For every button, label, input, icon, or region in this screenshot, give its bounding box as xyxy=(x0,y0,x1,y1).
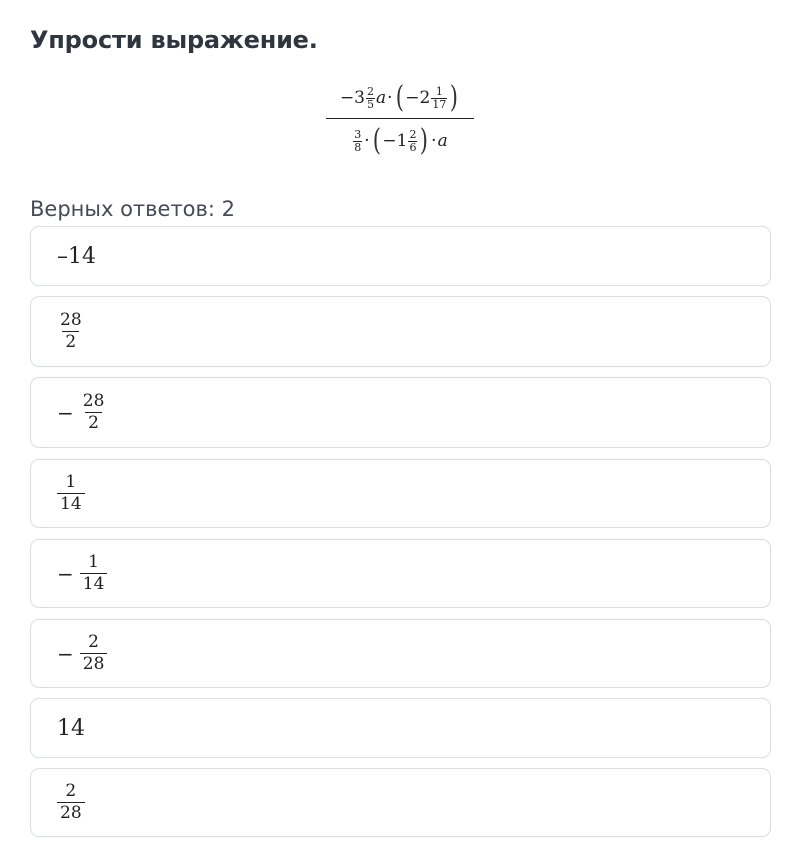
expression-denominator xyxy=(326,122,474,160)
mixed-whole: −2 xyxy=(405,88,431,108)
correct-answers-count: Верных ответов: 2 xyxy=(30,197,236,221)
fraction xyxy=(408,129,417,154)
answer-option-8[interactable] xyxy=(30,768,771,837)
fraction xyxy=(431,86,447,111)
answer-text: –14 xyxy=(57,243,96,269)
fraction-denominator: 6 xyxy=(409,140,417,154)
answer-fraction xyxy=(80,632,108,675)
fraction-numerator: 2 xyxy=(88,632,99,652)
fraction-denominator: 14 xyxy=(80,573,108,595)
answer-option-5[interactable] xyxy=(30,539,771,608)
mixed-whole: −1 xyxy=(382,131,408,151)
answer-fraction xyxy=(57,310,85,353)
variable: a xyxy=(376,88,387,108)
answer-fraction xyxy=(80,552,108,595)
minus-sign: − xyxy=(57,561,74,586)
minus-sign: − xyxy=(57,641,74,666)
multiply-dot: · xyxy=(431,131,437,151)
fraction-numerator: 1 xyxy=(65,472,77,492)
answer-content xyxy=(57,297,85,366)
fraction-numerator: 28 xyxy=(60,310,82,330)
answer-option-3[interactable] xyxy=(30,377,771,448)
fraction-numerator: 2 xyxy=(409,127,417,141)
variable: a xyxy=(437,131,448,151)
fraction-denominator: 28 xyxy=(80,653,108,675)
answer-option-6[interactable] xyxy=(30,619,771,688)
expression-numerator xyxy=(326,80,474,116)
fraction-bar xyxy=(326,118,474,119)
answer-content xyxy=(57,540,107,607)
open-paren: ( xyxy=(372,123,381,158)
fraction-numerator: 2 xyxy=(65,781,77,801)
answer-content xyxy=(57,620,107,687)
close-paren: ) xyxy=(450,80,459,115)
fraction-denominator: 14 xyxy=(57,493,85,515)
answer-option-2[interactable] xyxy=(30,296,771,367)
fraction-numerator: 1 xyxy=(435,84,443,98)
answer-option-1[interactable] xyxy=(30,226,771,286)
expression xyxy=(326,78,474,168)
answer-content xyxy=(57,227,96,285)
multiply-dot: · xyxy=(364,131,370,151)
fraction-denominator: 2 xyxy=(62,331,79,353)
fraction-numerator: 28 xyxy=(82,391,105,411)
open-paren: ( xyxy=(395,80,404,115)
answer-option-7[interactable] xyxy=(30,698,771,758)
fraction-numerator: 1 xyxy=(88,552,99,572)
answer-content xyxy=(57,699,85,757)
fraction-denominator: 17 xyxy=(432,97,447,111)
answer-fraction xyxy=(57,472,85,515)
fraction-denominator: 2 xyxy=(85,412,102,434)
close-paren: ) xyxy=(420,123,429,158)
minus-sign: − xyxy=(57,400,74,425)
answer-content xyxy=(57,378,107,447)
answer-option-4[interactable] xyxy=(30,459,771,528)
fraction-numerator: 3 xyxy=(354,127,362,141)
fraction xyxy=(353,129,362,154)
fraction xyxy=(366,86,375,111)
answer-content xyxy=(57,769,85,836)
fraction-numerator: 2 xyxy=(367,84,374,98)
fraction-denominator: 8 xyxy=(354,140,362,154)
answer-fraction xyxy=(57,781,85,824)
answer-content xyxy=(57,460,85,527)
question-title: Упрости выражение. xyxy=(30,26,318,54)
fraction-denominator: 5 xyxy=(367,97,374,111)
multiply-dot: · xyxy=(387,88,393,108)
answer-fraction xyxy=(80,391,108,434)
answer-text: 14 xyxy=(57,715,85,741)
mixed-whole: −3 xyxy=(339,88,365,108)
fraction-denominator: 28 xyxy=(57,802,85,824)
